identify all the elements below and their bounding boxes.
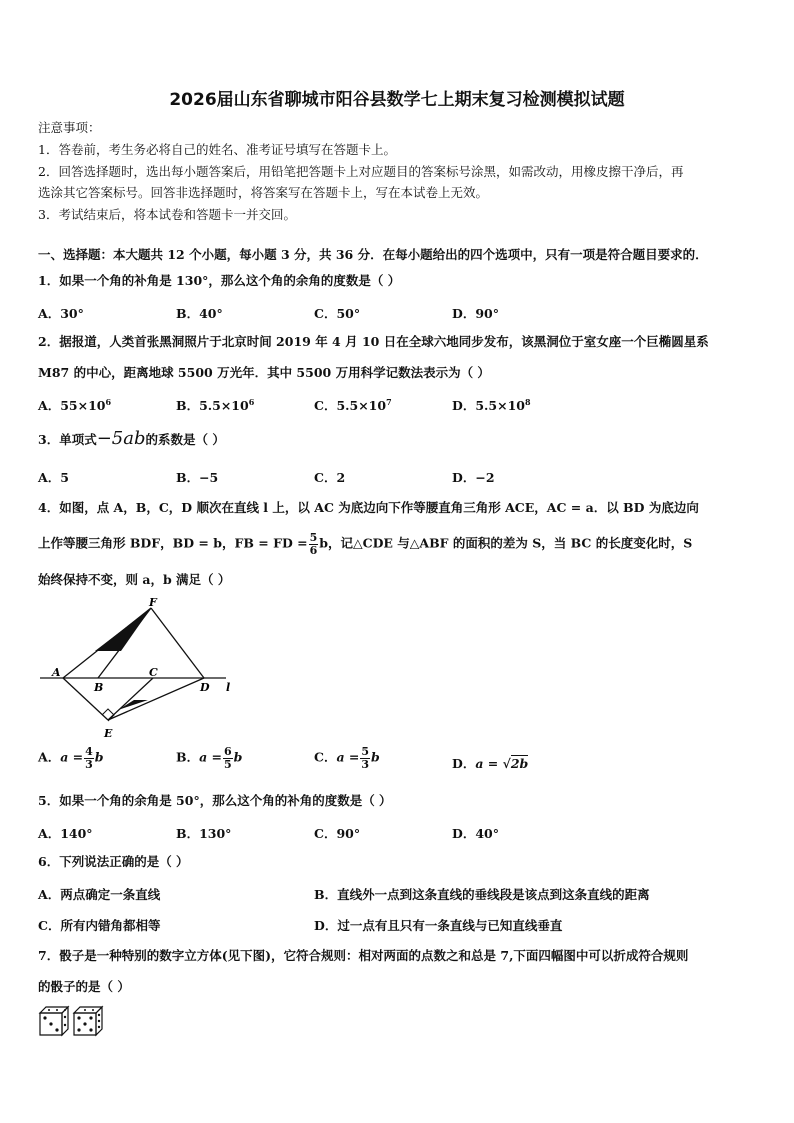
q3-option-c: C．2 — [314, 470, 346, 485]
q1-option-d: D．90° — [452, 306, 499, 321]
q2-stem-line-1: 2．据报道，人类首张黑洞照片于北京时间 2019 年 4 月 10 日在全球六地同步发布，该黑洞位于室女座一个巨椭圆星系 — [38, 334, 709, 349]
q4-figure — [38, 596, 238, 741]
q3-expression: −5ab — [96, 428, 146, 449]
notice-line-3: 选涂其它答案标号。回答非选择题时，将答案写在答题卡上，写在本试卷上无效。 — [38, 185, 489, 200]
q5-option-b: B．130° — [176, 826, 232, 841]
q1-option-c: C．50° — [314, 306, 361, 321]
q1-option-a: A．30° — [38, 306, 84, 321]
notice-heading: 注意事项： — [38, 120, 101, 135]
q7-stem-line-2: 的骰子的是（ ） — [38, 979, 130, 994]
figure-label-f: F — [149, 596, 157, 609]
q4-option-a: A．a = $\frac{4}{3}$ b — [38, 745, 104, 771]
q6-option-a: A．两点确定一条直线 — [38, 887, 161, 902]
q4-line-3: 始终保持不变，则 a，b 满足（ ） — [38, 572, 231, 587]
q5-option-a: A．140° — [38, 826, 93, 841]
figure-label-l: l — [226, 681, 231, 694]
page-title: 2026届山东省聊城市阳谷县数学七上期末复习检测模拟试题 — [169, 90, 625, 110]
dice-image — [38, 1005, 106, 1039]
q4-option-d: D．a = √2b — [452, 756, 529, 771]
q1-stem: 1．如果一个角的补角是 130°，那么这个角的余角的度数是（ ） — [38, 273, 401, 288]
q6-stem: 6．下列说法正确的是（ ） — [38, 854, 189, 869]
q3-stem: 3．单项式−5ab的系数是（ ） — [38, 428, 225, 449]
q2-stem-line-2: M87 的中心，距离地球 5500 万光年．其中 5500 万用科学记数法表示为（ ） — [38, 365, 490, 380]
q2-option-b: B．$5.5\times 10^6$ — [176, 396, 255, 413]
q5-option-c: C．90° — [314, 826, 361, 841]
q3-option-b: B．−5 — [176, 470, 219, 485]
notice-line-4: 3．考试结束后，将本试卷和答题卡一并交回。 — [38, 207, 296, 222]
q6-option-b: B．直线外一点到这条直线的垂线段是该点到这条直线的距离 — [314, 887, 650, 902]
figure-label-c: C — [149, 666, 158, 679]
q4-line-1: 4．如图，点 A，B，C，D 顺次在直线 l 上，以 AC 为底边向下作等腰直角三角形 ACE，AC = a．以 BD 为底边向 — [38, 500, 699, 515]
notice-line-1: 1．答卷前，考生务必将自己的姓名、准考证号填写在答题卡上。 — [38, 142, 396, 157]
figure-label-a: A — [52, 666, 61, 679]
q4-fraction: $\frac{5}{6}$ — [309, 531, 318, 557]
q3-option-d: D．−2 — [452, 470, 495, 485]
q2-option-d: D．$5.5\times 10^8$ — [452, 396, 531, 413]
notice-line-2: 2．回答选择题时，选出每小题答案后，用铅笔把答题卡上对应题目的答案标号涂黑，如需改动，用橡皮擦干净后，再 — [38, 164, 684, 179]
q2-option-c: C．$5.5\times 10^7$ — [314, 396, 392, 413]
section-heading: 一、选择题：本大题共 12 个小题，每小题 3 分，共 36 分．在每小题给出的四个选项中，只有一项是符合题目要求的． — [38, 247, 708, 262]
q5-option-d: D．40° — [452, 826, 499, 841]
q1-option-b: B．40° — [176, 306, 223, 321]
q2-option-a: A．$55\times 10^6$ — [38, 396, 112, 413]
q4-option-c: C．a = $\frac{5}{3}$ b — [314, 745, 380, 771]
q3-option-a: A．5 — [38, 470, 69, 485]
q4-option-b: B．a = $\frac{6}{5}$ b — [176, 745, 243, 771]
die-1-icon — [40, 1007, 68, 1035]
figure-label-b: B — [94, 681, 104, 694]
q6-option-d: D．过一点有且只有一条直线与已知直线垂直 — [314, 918, 563, 933]
figure-label-e: E — [104, 727, 113, 740]
q4-line-2: 上作等腰三角形 BDF，BD = b，FB = FD = $\frac{5}{6}$ b，记△CDE 与△ABF 的面积的差为 S，当 BC 的长度变化时，S — [38, 531, 693, 557]
q7-stem-line-1: 7．骰子是一种特别的数字立方体(见下图)，它符合规则：相对两面的点数之和总是 7,下面四幅图中可以折成符合规则 — [38, 948, 689, 963]
figure-label-d: D — [200, 681, 210, 694]
q5-stem: 5．如果一个角的余角是 50°，那么这个角的补角的度数是（ ） — [38, 793, 392, 808]
q6-option-c: C．所有内错角都相等 — [38, 918, 161, 933]
